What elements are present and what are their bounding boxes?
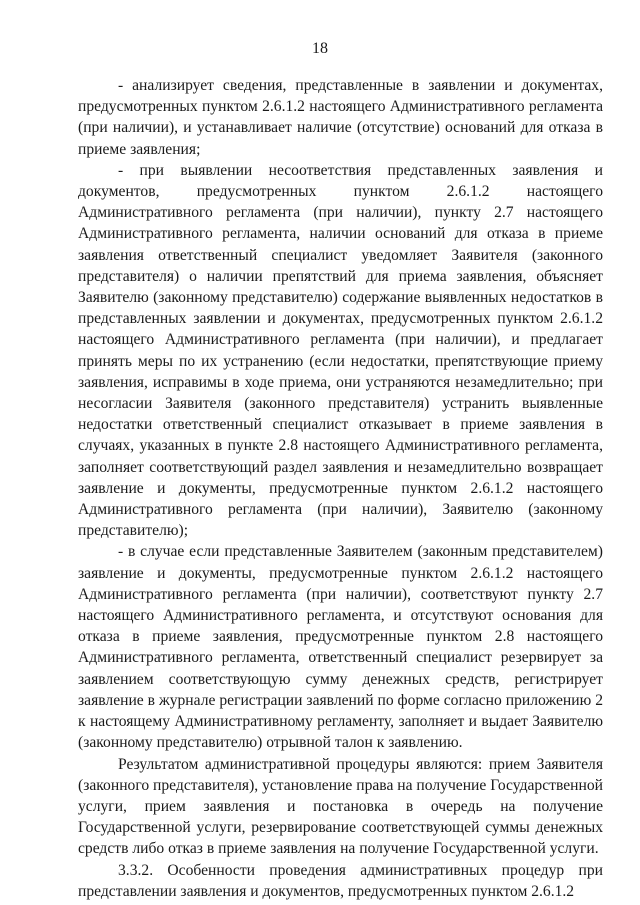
document-body [78,75,603,902]
paragraph-check-documents: - анализирует сведения, представленные в заявлении и документах, предусмотренных пунктом 2.6.1.2 настоящего Административного регламента (при наличии), и устанавливает наличие (отсутствие) оснований для отказа в приеме заявления; [78,77,603,158]
paragraph-conformity: - в случае если представленные Заявителем (законным представителем) заявление и документы, предусмотренные пунктом 2.6.1.2 настоящего Административного регламента (при наличии), соответствуют пункту 2.7 настоящего Административного регламента, и отсутствуют основания для отказа в приеме заявления, предусмотренные пунктом 2.8 настоящего Административного регламента, ответственный специалист резервирует за заявлением соответствующую сумму денежных средств, регистрирует заявление в журнале регистрации заявлений по форме согласно приложению 2 к настоящему Административному регламенту, заполняет и выдает Заявителю (законному представителю) отрывной талон к заявлению. [78,543,603,752]
paragraph-nonconformity: - при выявлении несоответствия представленных заявления и документов, предусмотренных пунктом 2.6.1.2 настоящего Административного регламента (при наличии), пункту 2.7 настоящего Административного регламента, наличии оснований для отказа в приеме заявления ответственный специалист уведомляет Заявителя (законного представителя) о наличии препятствий для приема заявления, объясняет Заявителю (законному представителю) содержание выявленных недостатков в представленных заявлении и документах, предусмотренных пунктом 2.6.1.2 настоящего Административного регламента (при наличии), и предлагает принять меры по их устранению (если недостатки, препятствующие приему заявления, исправимы в ходе приема, они устраняются незамедлительно; при несогласии Заявителя (законного представителя) устранить выявленные недостатки ответственный специалист отказывает в приеме заявления в случаях, указанных в пункте 2.8 настоящего Административного регламента, заполняет соответствующий раздел заявления и незамедлительно возвращает заявление и документы, предусмотренные пунктом 2.6.1.2 настоящего Административного регламента (при наличии), Заявителю (законному представителю); [78,161,603,540]
paragraph-section-3-3-2: 3.3.2. Особенности проведения административных процедур при представлении заявления и документов, предусмотренных пунктом 2.6.1.2 [78,861,603,900]
paragraph-result: Результатом административной процедуры являются: прием Заявителя (законного представителя), установление права на получение Государственной услуги, прием заявления и постановка в очередь на получение Государственной услуги, резервирование соответствующей суммы денежных средств либо отказ в приеме заявления на получение Государственной услуги. [78,755,603,858]
page-number: 18 [312,40,328,57]
